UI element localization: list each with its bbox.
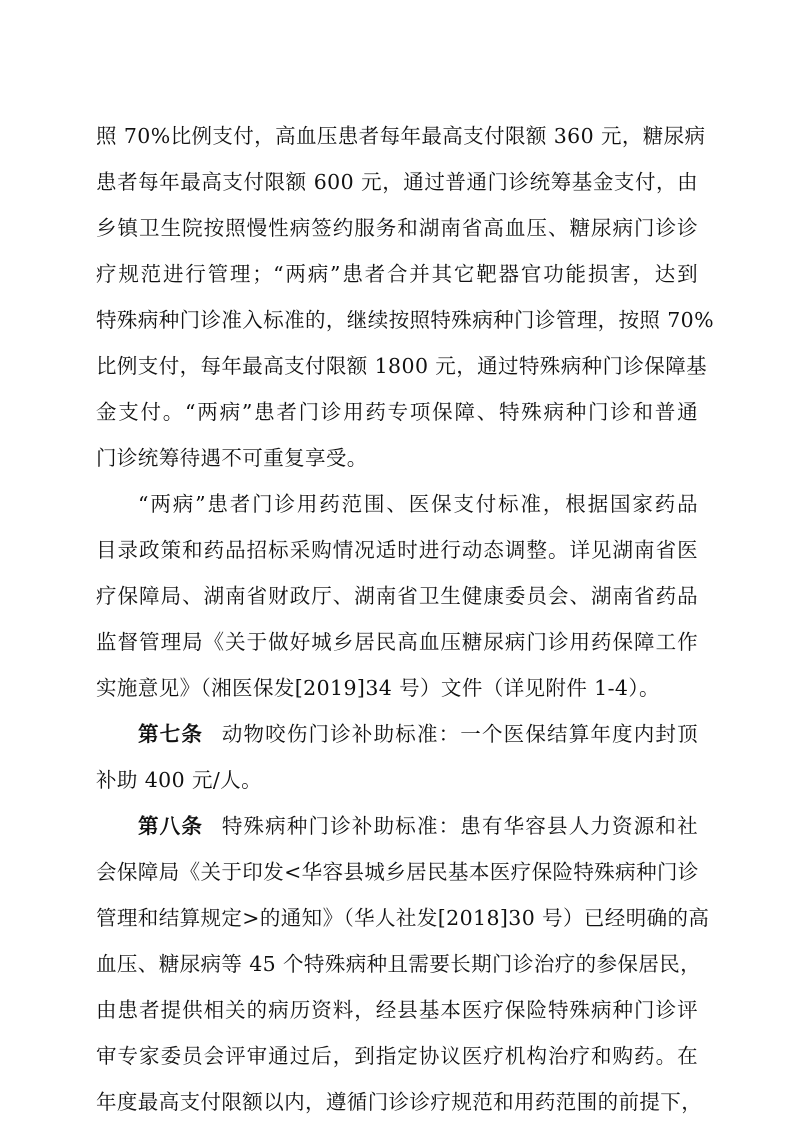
text-line: 特殊病种门诊准入标准的，继续按照特殊病种门诊管理，按照 70% <box>96 308 714 332</box>
text-line: 由患者提供相关的病历资料，经县基本医疗保险特殊病种门诊评 <box>96 998 698 1022</box>
text-line: 金支付。“两病”患者门诊用药专项保障、特殊病种门诊和普通 <box>96 400 698 424</box>
text-line: 监督管理局《关于做好城乡居民高血压糖尿病门诊用药保障工作 <box>96 630 698 654</box>
text-line: 目录政策和药品招标采购情况适时进行动态调整。详见湖南省医 <box>96 538 698 562</box>
text-line: 门诊统筹待遇不可重复享受。 <box>96 446 368 470</box>
text-line: 审专家委员会评审通过后，到指定协议医疗机构治疗和购药。在 <box>96 1044 698 1068</box>
text-line: 会保障局《关于印发<华容县城乡居民基本医疗保险特殊病种门诊 <box>96 860 699 884</box>
text-line: “两病”患者门诊用药范围、医保支付标准，根据国家药品 <box>138 492 698 516</box>
text-line: 患者每年最高支付限额 600 元，通过普通门诊统筹基金支付，由 <box>96 170 698 194</box>
text-line: 血压、糖尿病等 45 个特殊病种且需要长期门诊治疗的参保居民， <box>96 952 702 976</box>
text-line: 管理和结算规定>的通知》（华人社发[2018]30 号）已经明确的高 <box>96 906 710 930</box>
article-7-text: 动物咬伤门诊补助标准：一个医保结算年度内封顶 <box>221 722 698 746</box>
article-7-heading: 第七条 <box>138 722 204 746</box>
text-line: 年度最高支付限额以内，遵循门诊诊疗规范和用药范围的前提下， <box>96 1090 703 1114</box>
article-8-first-line <box>138 806 698 846</box>
text-line: 比例支付，每年最高支付限额 1800 元，通过特殊病种门诊保障基 <box>96 354 708 378</box>
article-7-first-line <box>138 714 698 754</box>
text-line: 乡镇卫生院按照慢性病签约服务和湖南省高血压、糖尿病门诊诊 <box>96 216 698 240</box>
text-line: 疗保障局、湖南省财政厅、湖南省卫生健康委员会、湖南省药品 <box>96 584 698 608</box>
text-line: 补助 400 元/人。 <box>96 768 262 792</box>
article-8-heading: 第八条 <box>138 814 204 838</box>
text-line: 照 70%比例支付，高血压患者每年最高支付限额 360 元，糖尿病 <box>96 124 706 148</box>
text-line: 疗规范进行管理；“两病”患者合并其它靶器官功能损害，达到 <box>96 262 698 286</box>
article-8-text: 特殊病种门诊补助标准：患有华容县人力资源和社 <box>221 814 698 838</box>
text-line: 实施意见》（湘医保发[2019]34 号）文件（详见附件 1-4）。 <box>96 676 660 700</box>
